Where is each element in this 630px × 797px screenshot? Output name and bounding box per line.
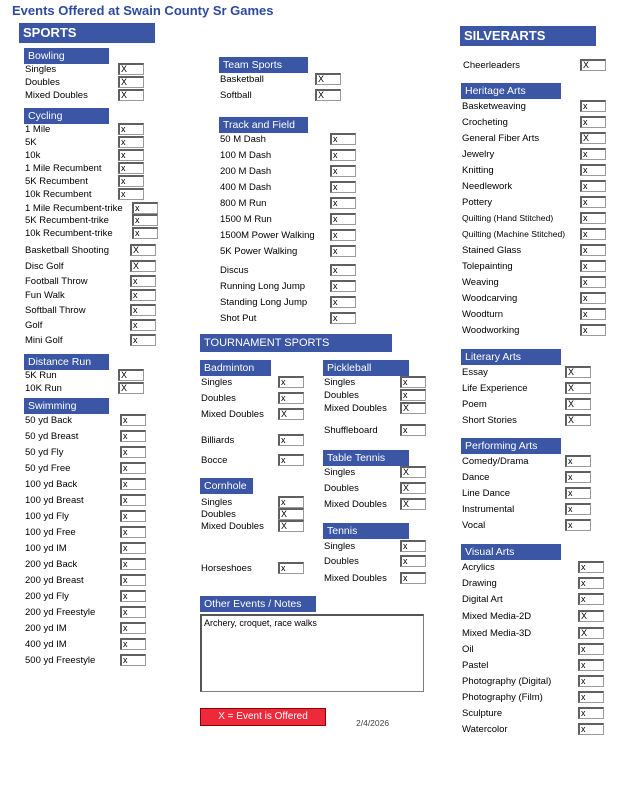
event-checkbox[interactable]: x: [118, 149, 144, 161]
event-checkbox[interactable]: x: [120, 414, 146, 426]
section-header: Swimming: [24, 398, 109, 414]
event-checkbox[interactable]: x: [578, 675, 604, 687]
event-label: Softball Throw: [25, 305, 86, 316]
event-label: 5K Power Walking: [220, 246, 298, 257]
event-label: 100 yd Back: [25, 479, 78, 490]
event-label: 100 yd Free: [25, 527, 76, 538]
event-checkbox[interactable]: x: [130, 289, 156, 301]
event-checkbox[interactable]: X: [565, 382, 591, 394]
event-checkbox[interactable]: X: [578, 627, 604, 639]
event-checkbox[interactable]: x: [400, 555, 426, 567]
event-label: Bocce: [201, 455, 228, 466]
event-label: Sculpture: [462, 708, 503, 719]
section-header: Tennis: [323, 523, 409, 539]
event-checkbox[interactable]: x: [330, 296, 356, 308]
event-label: Instrumental: [462, 504, 515, 515]
event-label: Football Throw: [25, 276, 88, 287]
event-checkbox[interactable]: x: [330, 312, 356, 324]
event-checkbox[interactable]: x: [130, 275, 156, 287]
event-label: Billiards: [201, 435, 235, 446]
event-checkbox[interactable]: X: [400, 402, 426, 414]
event-checkbox[interactable]: x: [120, 526, 146, 538]
date-label: 2/4/2026: [356, 718, 390, 728]
event-label: Woodcarving: [462, 293, 518, 304]
event-label: 50 yd Fly: [25, 447, 64, 458]
page-title: Events Offered at Swain County Sr Games: [12, 3, 274, 18]
event-label: Pastel: [462, 660, 489, 671]
event-checkbox[interactable]: x: [120, 542, 146, 554]
event-label: Woodturn: [462, 309, 504, 320]
event-label: Needlework: [462, 181, 513, 192]
event-checkbox[interactable]: x: [118, 162, 144, 174]
event-checkbox[interactable]: x: [130, 334, 156, 346]
event-checkbox[interactable]: x: [400, 572, 426, 584]
event-checkbox[interactable]: x: [120, 590, 146, 602]
event-label: Pottery: [462, 197, 493, 208]
event-label: 10k Recumbent: [25, 189, 92, 200]
event-checkbox[interactable]: x: [330, 280, 356, 292]
event-label: Standing Long Jump: [220, 297, 308, 308]
event-label: Basketball: [220, 74, 264, 85]
event-label: Golf: [25, 320, 43, 331]
event-checkbox[interactable]: x: [330, 133, 356, 145]
event-label: 200 yd Breast: [25, 575, 84, 586]
event-label: 100 M Dash: [220, 150, 272, 161]
section-header: Visual Arts: [461, 544, 561, 560]
event-checkbox[interactable]: x: [120, 574, 146, 586]
event-checkbox[interactable]: x: [580, 324, 606, 336]
event-checkbox[interactable]: x: [330, 229, 356, 241]
event-checkbox[interactable]: X: [130, 260, 156, 272]
event-checkbox[interactable]: x: [400, 389, 426, 401]
event-checkbox[interactable]: x: [565, 503, 591, 515]
event-label: Shuffleboard: [324, 425, 378, 436]
event-checkbox[interactable]: x: [580, 212, 606, 224]
event-checkbox[interactable]: x: [578, 707, 604, 719]
event-label: Singles: [324, 541, 356, 552]
event-label: Short Stories: [462, 415, 517, 426]
event-checkbox[interactable]: x: [578, 691, 604, 703]
event-label: 50 yd Free: [25, 463, 71, 474]
event-label: 50 M Dash: [220, 134, 266, 145]
event-checkbox[interactable]: x: [578, 659, 604, 671]
event-checkbox[interactable]: x: [120, 478, 146, 490]
event-checkbox[interactable]: X: [130, 244, 156, 256]
section-header: Literary Arts: [461, 349, 561, 365]
event-checkbox[interactable]: x: [578, 593, 604, 605]
event-checkbox[interactable]: x: [278, 562, 304, 574]
event-checkbox[interactable]: X: [315, 89, 341, 101]
section-header: Performing Arts: [461, 438, 561, 454]
event-checkbox[interactable]: x: [578, 561, 604, 573]
event-checkbox[interactable]: X: [400, 482, 426, 494]
other-events-header: Other Events / Notes: [200, 596, 316, 612]
section-header: Heritage Arts: [461, 83, 561, 99]
event-label: Mixed Doubles: [324, 573, 387, 584]
event-checkbox[interactable]: x: [330, 197, 356, 209]
event-label: 5K Recumbent-trike: [25, 215, 109, 226]
event-checkbox[interactable]: x: [120, 638, 146, 650]
event-checkbox[interactable]: x: [120, 558, 146, 570]
event-checkbox[interactable]: X: [580, 132, 606, 144]
event-checkbox[interactable]: x: [580, 180, 606, 192]
event-checkbox[interactable]: x: [120, 606, 146, 618]
legend-badge: X = Event is Offered: [200, 708, 326, 726]
silverarts-header: SILVERARTS: [460, 26, 596, 46]
event-label: 10K Run: [25, 383, 62, 394]
event-label: Singles: [201, 377, 233, 388]
event-checkbox[interactable]: X: [278, 520, 304, 532]
event-checkbox[interactable]: x: [118, 188, 144, 200]
event-label: 400 yd IM: [25, 639, 67, 650]
event-checkbox[interactable]: x: [330, 165, 356, 177]
event-checkbox[interactable]: x: [330, 264, 356, 276]
event-label: Tolepainting: [462, 261, 513, 272]
event-label: 50 yd Back: [25, 415, 72, 426]
event-label: Drawing: [462, 578, 497, 589]
section-header: Table Tennis: [323, 450, 409, 466]
event-label: 100 yd Fly: [25, 511, 69, 522]
event-label: Doubles: [25, 77, 60, 88]
event-checkbox[interactable]: x: [580, 244, 606, 256]
event-label: 200 yd Back: [25, 559, 78, 570]
event-label: Doubles: [324, 390, 359, 401]
event-label: Mini Golf: [25, 335, 63, 346]
event-label: Mixed Doubles: [324, 499, 387, 510]
event-checkbox[interactable]: x: [120, 510, 146, 522]
event-label: 5K Run: [25, 370, 57, 381]
event-label: Woodworking: [462, 325, 520, 336]
event-checkbox[interactable]: x: [120, 462, 146, 474]
event-checkbox[interactable]: X: [118, 63, 144, 75]
event-checkbox[interactable]: x: [400, 540, 426, 552]
event-checkbox[interactable]: x: [278, 392, 304, 404]
event-checkbox[interactable]: X: [118, 76, 144, 88]
event-label: Doubles: [201, 393, 236, 404]
event-checkbox[interactable]: X: [315, 73, 341, 85]
notes-field[interactable]: Archery, croquet, race walks: [200, 614, 424, 692]
event-checkbox[interactable]: X: [400, 498, 426, 510]
event-label: Mixed Doubles: [201, 409, 264, 420]
event-label: Basketball Shooting: [25, 245, 109, 256]
event-checkbox[interactable]: x: [278, 376, 304, 388]
section-header: Cycling: [24, 108, 109, 124]
event-checkbox[interactable]: x: [130, 304, 156, 316]
event-label: 1 Mile Recumbent: [25, 163, 102, 174]
event-label: Fun Walk: [25, 290, 65, 301]
event-checkbox[interactable]: x: [132, 227, 158, 239]
event-checkbox[interactable]: x: [580, 116, 606, 128]
event-label: 1 Mile Recumbent-trike: [25, 203, 123, 214]
event-label: Mixed Doubles: [324, 403, 387, 414]
event-checkbox[interactable]: x: [120, 622, 146, 634]
event-checkbox[interactable]: x: [120, 430, 146, 442]
event-checkbox[interactable]: x: [278, 434, 304, 446]
event-checkbox[interactable]: x: [580, 228, 606, 240]
event-label: Acrylics: [462, 562, 495, 573]
event-label: Basketweaving: [462, 101, 526, 112]
section-header: Badminton: [200, 360, 271, 376]
event-label: Disc Golf: [25, 261, 64, 272]
event-label: Singles: [324, 467, 356, 478]
event-checkbox[interactable]: x: [330, 149, 356, 161]
event-label: Poem: [462, 399, 487, 410]
event-checkbox[interactable]: x: [132, 202, 158, 214]
event-label: Dance: [462, 472, 490, 483]
event-label: 10k: [25, 150, 41, 161]
event-label: Comedy/Drama: [462, 456, 529, 467]
event-checkbox[interactable]: x: [565, 471, 591, 483]
event-label: Quilting (Hand Stitched): [462, 213, 554, 223]
event-label: Doubles: [201, 509, 236, 520]
event-checkbox[interactable]: x: [580, 292, 606, 304]
event-label: Discus: [220, 265, 249, 276]
event-checkbox[interactable]: x: [330, 181, 356, 193]
event-checkbox[interactable]: X: [565, 366, 591, 378]
event-checkbox[interactable]: x: [580, 196, 606, 208]
event-label: 100 yd IM: [25, 543, 67, 554]
event-label: Mixed Media-3D: [462, 628, 532, 639]
event-label: Singles: [201, 497, 233, 508]
event-checkbox[interactable]: X: [278, 508, 304, 520]
section-header: Cornhole: [200, 478, 253, 494]
event-label: Running Long Jump: [220, 281, 306, 292]
event-label: General Fiber Arts: [462, 133, 540, 144]
event-checkbox[interactable]: x: [565, 455, 591, 467]
event-checkbox[interactable]: x: [118, 123, 144, 135]
event-label: 10k Recumbent-trike: [25, 228, 113, 239]
event-label: Knitting: [462, 165, 494, 176]
event-checkbox[interactable]: X: [565, 414, 591, 426]
event-label: Horseshoes: [201, 563, 252, 574]
section-header: Team Sports: [219, 57, 308, 73]
event-label: 200 yd Freestyle: [25, 607, 96, 618]
event-checkbox[interactable]: x: [578, 723, 604, 735]
event-checkbox[interactable]: x: [580, 100, 606, 112]
section-header: Track and Field: [219, 117, 308, 133]
event-checkbox[interactable]: x: [118, 175, 144, 187]
sports-header: SPORTS: [19, 23, 155, 43]
event-label: Watercolor: [462, 724, 508, 735]
event-checkbox[interactable]: x: [400, 424, 426, 436]
event-checkbox[interactable]: x: [330, 245, 356, 257]
event-checkbox[interactable]: X: [400, 466, 426, 478]
event-checkbox[interactable]: x: [580, 164, 606, 176]
event-label: 800 M Run: [220, 198, 267, 209]
event-checkbox[interactable]: x: [578, 643, 604, 655]
event-label: 5K: [25, 137, 37, 148]
event-checkbox[interactable]: x: [330, 213, 356, 225]
event-label: Mixed Doubles: [25, 90, 88, 101]
event-label: 5K Recumbent: [25, 176, 88, 187]
event-label: Photography (Digital): [462, 676, 552, 687]
event-label: 200 M Dash: [220, 166, 272, 177]
event-label: Mixed Media-2D: [462, 611, 532, 622]
event-checkbox[interactable]: x: [400, 376, 426, 388]
section-header: Pickleball: [323, 360, 409, 376]
event-checkbox[interactable]: X: [118, 369, 144, 381]
event-checkbox[interactable]: x: [118, 136, 144, 148]
event-label: Singles: [324, 377, 356, 388]
event-checkbox[interactable]: X: [580, 59, 606, 71]
event-checkbox[interactable]: x: [120, 654, 146, 666]
event-label: Crocheting: [462, 117, 508, 128]
event-checkbox[interactable]: X: [278, 408, 304, 420]
event-label: Life Experience: [462, 383, 528, 394]
event-label: 400 M Dash: [220, 182, 272, 193]
event-label: Weaving: [462, 277, 499, 288]
event-checkbox[interactable]: x: [132, 214, 158, 226]
event-checkbox[interactable]: X: [118, 382, 144, 394]
event-label: 100 yd Breast: [25, 495, 84, 506]
event-label: Cheerleaders: [463, 60, 521, 71]
event-label: Essay: [462, 367, 488, 378]
event-checkbox[interactable]: x: [278, 454, 304, 466]
event-label: 1500M Power Walking: [220, 230, 315, 241]
event-label: Doubles: [324, 483, 359, 494]
event-label: Quilting (Machine Stitched): [462, 229, 566, 239]
event-checkbox[interactable]: X: [578, 610, 604, 622]
event-label: Photography (Film): [462, 692, 543, 703]
event-label: Shot Put: [220, 313, 257, 324]
event-checkbox[interactable]: X: [565, 398, 591, 410]
event-checkbox[interactable]: x: [565, 487, 591, 499]
section-header: Distance Run: [24, 354, 109, 370]
event-label: 1 Mile: [25, 124, 51, 135]
event-checkbox[interactable]: x: [580, 260, 606, 272]
event-checkbox[interactable]: x: [130, 319, 156, 331]
event-label: 500 yd Freestyle: [25, 655, 96, 666]
event-checkbox[interactable]: x: [278, 496, 304, 508]
event-label: Mixed Doubles: [201, 521, 264, 532]
event-label: Oil: [462, 644, 474, 655]
event-label: Line Dance: [462, 488, 511, 499]
event-checkbox[interactable]: x: [580, 308, 606, 320]
event-label: 200 yd IM: [25, 623, 67, 634]
event-label: Doubles: [324, 556, 359, 567]
event-label: 200 yd Fly: [25, 591, 69, 602]
tournament-sports-header: TOURNAMENT SPORTS: [200, 334, 392, 352]
event-label: 50 yd Breast: [25, 431, 79, 442]
event-checkbox[interactable]: X: [118, 89, 144, 101]
section-header: Bowling: [24, 48, 109, 64]
event-label: Vocal: [462, 520, 486, 531]
event-label: Digital Art: [462, 594, 503, 605]
event-label: Jewelry: [462, 149, 495, 160]
event-checkbox[interactable]: x: [578, 577, 604, 589]
event-checkbox[interactable]: x: [580, 148, 606, 160]
event-checkbox[interactable]: x: [120, 446, 146, 458]
event-label: Stained Glass: [462, 245, 522, 256]
event-label: 1500 M Run: [220, 214, 272, 225]
event-checkbox[interactable]: x: [120, 494, 146, 506]
event-label: Softball: [220, 90, 252, 101]
event-checkbox[interactable]: x: [580, 276, 606, 288]
event-label: Singles: [25, 64, 57, 75]
event-checkbox[interactable]: x: [565, 519, 591, 531]
